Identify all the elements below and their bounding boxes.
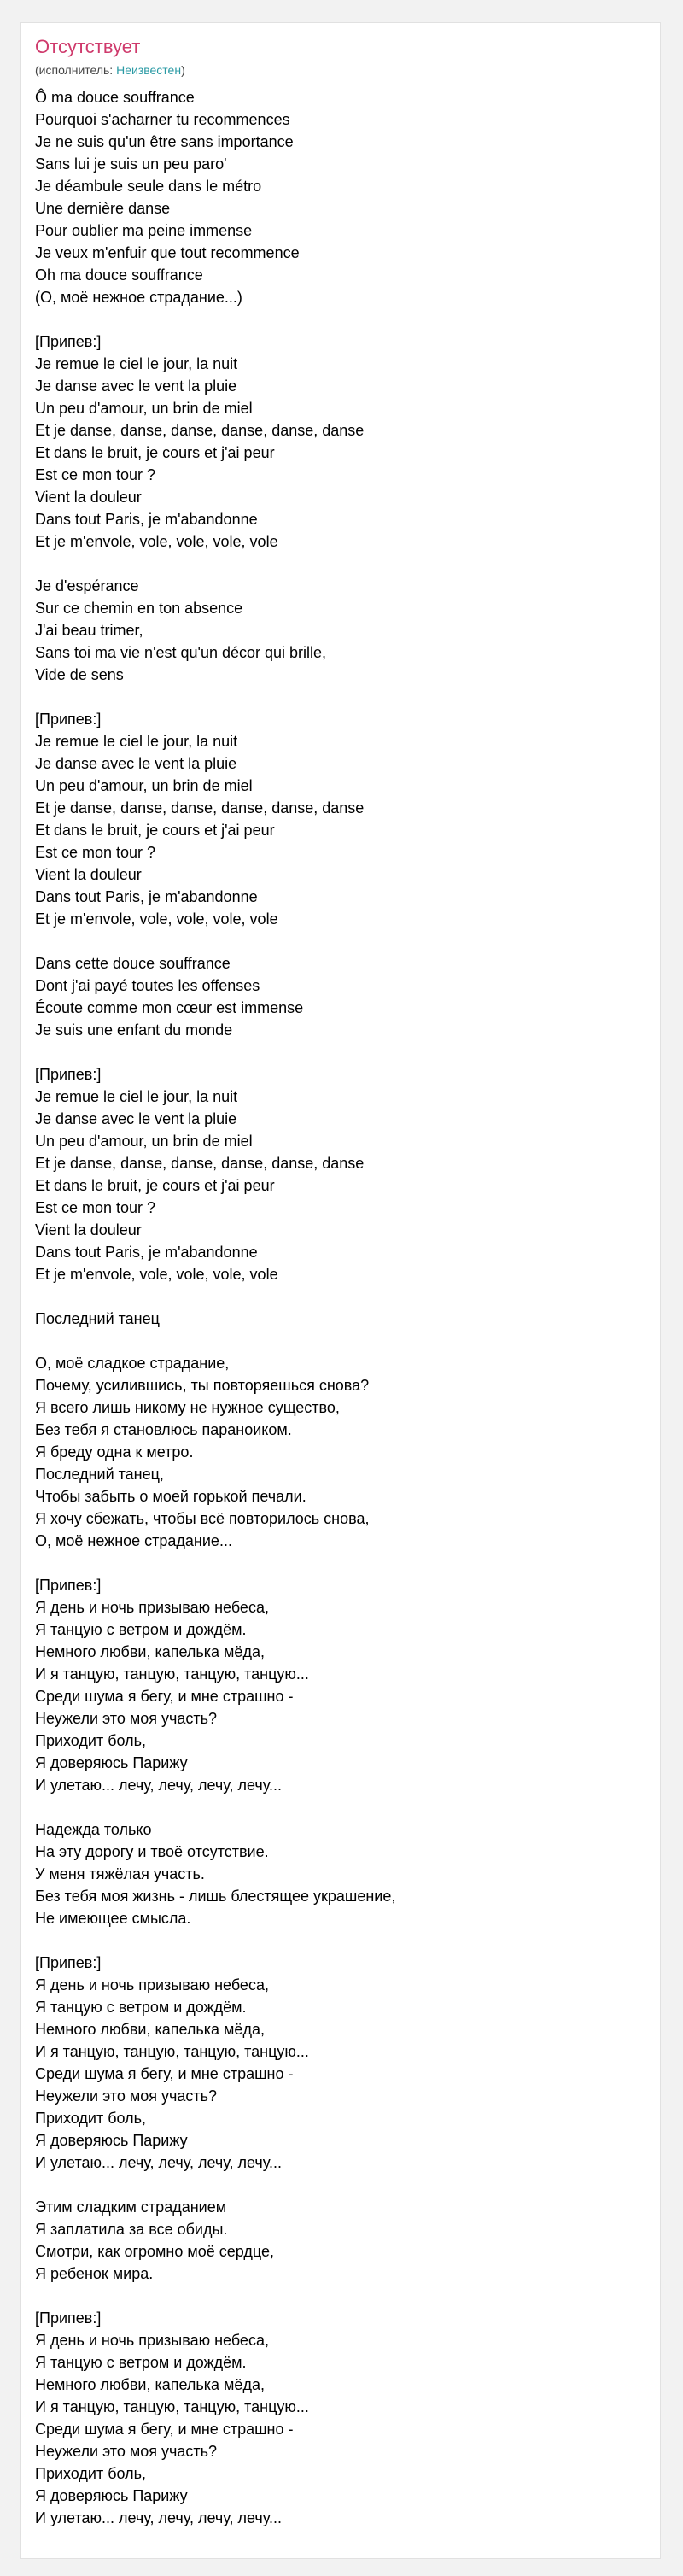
artist-link[interactable]: Неизвестен <box>116 63 182 77</box>
lyrics-card <box>20 22 661 2559</box>
artist-line <box>35 62 185 78</box>
artist-prefix: (исполнитель: <box>35 63 117 77</box>
lyrics-text: Ô ma douce souffrance Pourquoi s'acharner tu recommences Je ne suis qu'un être sans importance Sans lui je suis un peu paro' Je déambule seule dans le métro Une dernière danse Pour oublier ma peine immense Je veux m'enfuir que tout recommence Oh ma douce souffrance (О, моё нежное страдание...) [Припев:] Je remue le ciel le jour, la nuit Je danse avec le vent la pluie Un peu d'amour, un brin de miel Et je danse, danse, danse, danse, danse, danse Et dans le bruit, je cours et j'ai peur Est ce mon tour ? Vient la douleur Dans tout Paris, je m'abandonne Et je m'envole, vole, vole, vole, vole Je d'espérance Sur ce chemin en ton absence J'ai beau trimer, Sans toi ma vie n'est qu'un décor qui brille, Vide de sens [Припев:] Je remue le ciel le jour, la nuit Je danse avec le vent la pluie Un peu d'amour, un brin de miel Et je danse, danse, danse, danse, danse, danse Et dans le bruit, je cours et j'ai peur Est ce mon tour ? Vient la douleur Dans tout Paris, je m'abandonne Et je m'envole, vole, vole, vole, vole Dans cette douce souffrance Dont j'ai payé toutes les offenses Écoute comme mon cœur est immense Je suis une enfant du monde [Припев:] Je remue le ciel le jour, la nuit Je danse avec le vent la pluie Un peu d'amour, un brin de miel Et je danse, danse, danse, danse, danse, danse Et dans le bruit, je cours et j'ai peur Est ce mon tour ? Vient la douleur Dans tout Paris, je m'abandonne Et je m'envole, vole, vole, vole, vole Последний танец О, моё сладкое страдание, Почему, усилившись, ты повторяешься снова? Я всего лишь никому не нужное существо, Без тебя я становлюсь параноиком. Я бреду одна к метро. Последний танец, Чтобы забыть о моей горькой печали. Я хочу сбежать, чтобы всё повторилось снова, О, моё нежное страдание... [Припев:] Я день и ночь призываю небеса, Я танцую с ветром и дождём. Немного любви, капелька мёда, И я танцую, танцую, танцую, танцую... Среди шума я бегу, и мне страшно - Неужели это моя участь? Приходит боль, Я доверяюсь Парижу И улетаю... лечу, лечу, лечу, лечу... Надежда только На эту дорогу и твоё отсутствие. У меня тяжёлая участь. Без тебя моя жизнь - лишь блестящее украшение, Не имеющее смысла. [Припев:] Я день и ночь призываю небеса, Я танцую с ветром и дождём. Немного любви, капелька мёда, И я танцую, танцую, танцую, танцую... Среди шума я бегу, и мне страшно - Неужели это моя участь? Приходит боль, Я доверяюсь Парижу И улетаю... лечу, лечу, лечу, лечу... Этим сладким страданием Я заплатила за все обиды. Смотри, как огромно моё сердце, Я ребенок мира. [Припев:] Я день и ночь призываю небеса, Я танцую с ветром и дождём. Немного любви, капелька мёда, И я танцую, танцую, танцую, танцую... Среди шума я бегу, и мне страшно - Неужели это моя участь? Приходит боль, Я доверяюсь Парижу И улетаю... лечу, лечу, лечу, лечу... <box>35 89 396 2526</box>
artist-suffix: ) <box>181 63 185 77</box>
song-title: Отсутствует <box>35 36 141 57</box>
